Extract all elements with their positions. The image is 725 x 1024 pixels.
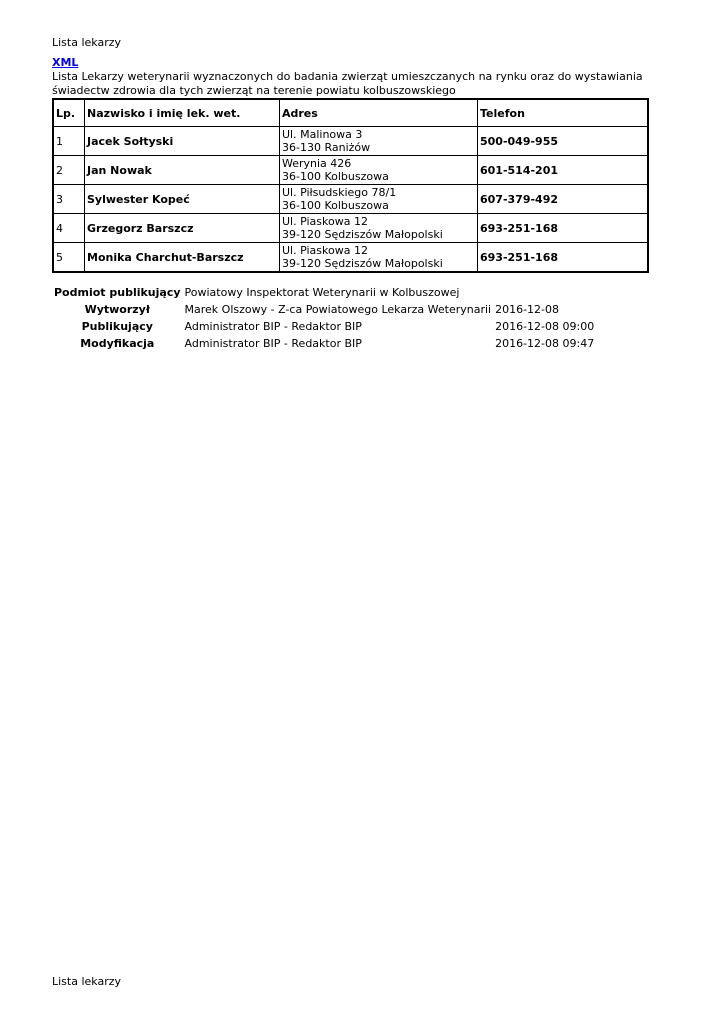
table-row: [53, 156, 648, 185]
cell-address: [280, 156, 478, 185]
cell-address: [280, 185, 478, 214]
column-header-name: Nazwisko i imię lek. wet.: [85, 99, 280, 127]
intro-text: Lista Lekarzy weterynarii wyznaczonych do badania zwierząt umieszczanych na rynku oraz do wystawiania świadectw zdrowia dla tych zwierząt na terenie powiatu kolbuszowskiego: [52, 70, 643, 97]
cell-lp: 4: [53, 214, 85, 243]
metadata-table: [52, 284, 596, 352]
column-header-phone: Telefon: [478, 99, 649, 127]
meta-row-created: [52, 301, 596, 318]
address-line-1: Werynia 426: [282, 157, 352, 170]
table-row: [53, 214, 648, 243]
address-line-1: Ul. Piłsudskiego 78/1: [282, 186, 397, 199]
cell-name: Grzegorz Barszcz: [85, 214, 280, 243]
cell-name: Jacek Sołtyski: [85, 127, 280, 156]
page-footer-title: Lista lekarzy: [52, 975, 122, 988]
modified-by: Administrator BIP - Redaktor BIP: [184, 337, 362, 350]
meta-row-modified: [52, 335, 596, 352]
cell-name: Monika Charchut-Barszcz: [85, 243, 280, 273]
cell-lp: 3: [53, 185, 85, 214]
doctors-table: [52, 98, 649, 273]
cell-name: Jan Nowak: [85, 156, 280, 185]
meta-row-publisher: [52, 284, 596, 301]
cell-phone: 693-251-168: [478, 214, 649, 243]
address-line-2: 36-100 Kolbuszowa: [282, 170, 389, 183]
modified-date: 2016-12-08 09:47: [495, 337, 595, 350]
cell-lp: 1: [53, 127, 85, 156]
created-by: Marek Olszowy - Z-ca Powiatowego Lekarza Weterynarii: [184, 303, 492, 316]
cell-phone: 601-514-201: [478, 156, 649, 185]
published-date: 2016-12-08 09:00: [495, 320, 595, 333]
cell-lp: 2: [53, 156, 85, 185]
table-row: [53, 185, 648, 214]
page-header-title: Lista lekarzy: [52, 36, 122, 49]
column-header-address: Adres: [280, 99, 478, 127]
address-line-2: 39-120 Sędziszów Małopolski: [282, 257, 443, 270]
cell-lp: 5: [53, 243, 85, 273]
cell-name: Sylwester Kopeć: [85, 185, 280, 214]
address-line-1: Ul. Piaskowa 12: [282, 244, 368, 257]
cell-phone: 693-251-168: [478, 243, 649, 273]
xml-link[interactable]: XML: [52, 56, 79, 69]
address-line-2: 36-130 Raniżów: [282, 141, 371, 154]
meta-row-published: [52, 318, 596, 335]
publisher-value: Powiatowy Inspektorat Weterynarii w Kolbuszowej: [184, 286, 460, 299]
modified-label: Modyfikacja: [80, 337, 155, 350]
address-line-1: Ul. Piaskowa 12: [282, 215, 368, 228]
cell-phone: 607-379-492: [478, 185, 649, 214]
column-header-lp: Lp.: [53, 99, 85, 127]
cell-address: [280, 214, 478, 243]
publisher-label: Podmiot publikujący: [54, 286, 181, 299]
published-by: Administrator BIP - Redaktor BIP: [184, 320, 362, 333]
address-line-2: 39-120 Sędziszów Małopolski: [282, 228, 443, 241]
table-row: [53, 127, 648, 156]
published-label: Publikujący: [81, 320, 153, 333]
cell-address: [280, 243, 478, 273]
created-label: Wytworzył: [84, 303, 150, 316]
address-line-1: Ul. Malinowa 3: [282, 128, 363, 141]
created-date: 2016-12-08: [495, 303, 560, 316]
address-line-2: 36-100 Kolbuszowa: [282, 199, 389, 212]
table-header-row: [53, 99, 648, 127]
cell-address: [280, 127, 478, 156]
cell-phone: 500-049-955: [478, 127, 649, 156]
table-row: [53, 243, 648, 273]
